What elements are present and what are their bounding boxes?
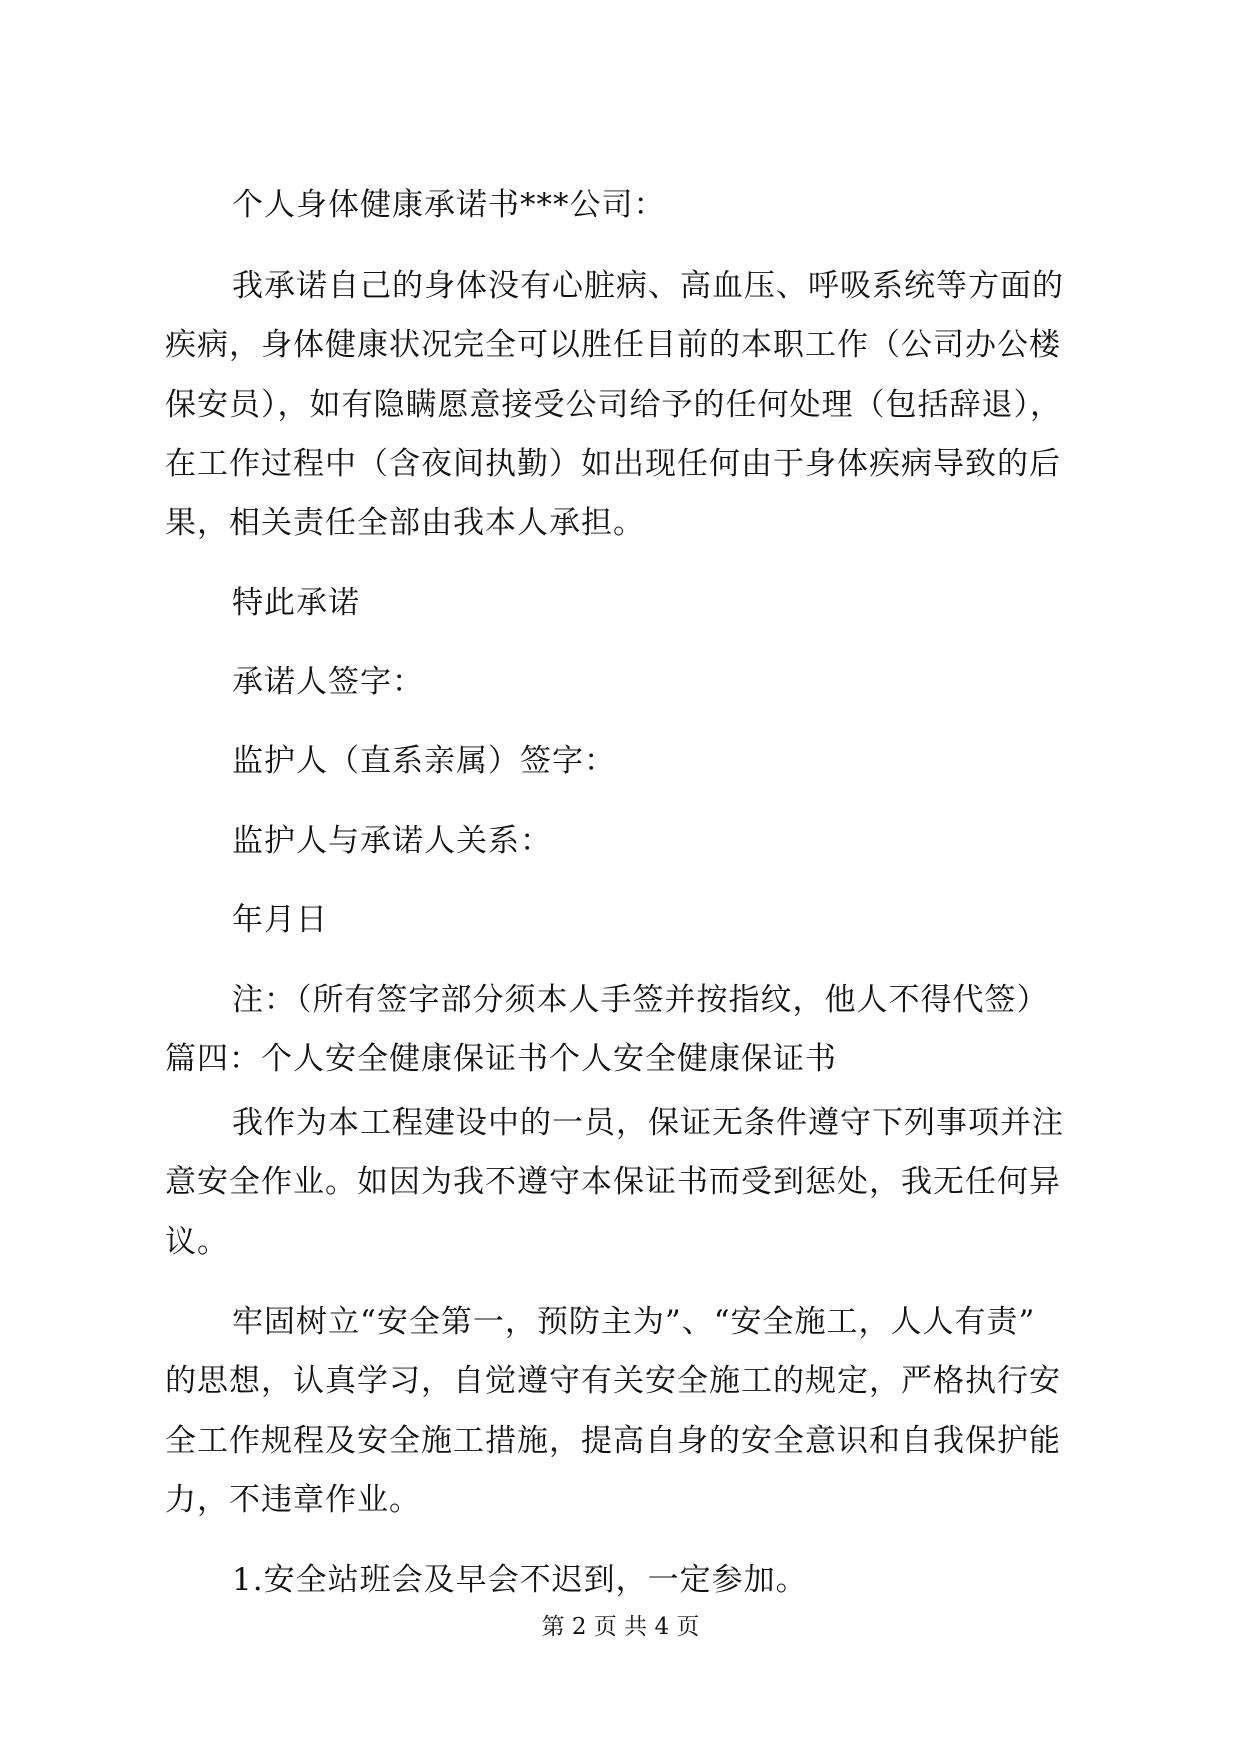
list-item: 1.安全站班会及早会不迟到，一定参加。	[232, 1562, 808, 1598]
paragraph-line: 意安全作业。如因为我不遵守本保证书而受到惩处，我无任何异	[165, 1164, 1061, 1200]
signature-field: 承诺人签字：	[232, 664, 424, 700]
paragraph-line: 议。	[165, 1224, 229, 1260]
paragraph-line: 果，相关责任全部由我本人承担。	[165, 505, 645, 541]
note-line: 注：（所有签字部分须本人手签并按指纹，他人不得代签）	[232, 982, 1049, 1018]
paragraph-line: 力，不违章作业。	[165, 1482, 421, 1518]
date-field: 年月日	[232, 902, 328, 938]
paragraph-line: 的思想，认真学习，自觉遵守有关安全施工的规定，严格执行安	[165, 1363, 1061, 1399]
paragraph-line: 我承诺自己的身体没有心脏病、高血压、呼吸系统等方面的	[232, 268, 1064, 304]
letter-heading: 个人身体健康承诺书***公司：	[232, 187, 666, 223]
closing-line: 特此承诺	[232, 585, 360, 621]
paragraph-line: 在工作过程中（含夜间执勤）如出现任何由于身体疾病导致的后	[165, 446, 1061, 482]
paragraph-line: 疾病，身体健康状况完全可以胜任目前的本职工作（公司办公楼	[165, 327, 1061, 363]
relationship-field: 监护人与承诺人关系：	[232, 823, 552, 859]
guardian-signature-field: 监护人（直系亲属）签字：	[232, 743, 616, 779]
section-heading: 篇四：个人安全健康保证书个人安全健康保证书	[165, 1041, 837, 1077]
paragraph-line: 全工作规程及安全施工措施，提高自身的安全意识和自我保护能	[165, 1423, 1061, 1459]
paragraph-line: 我作为本工程建设中的一员，保证无条件遵守下列事项并注	[232, 1105, 1064, 1141]
paragraph-line: 保安员），如有隐瞒愿意接受公司给予的任何处理（包括辞退），	[165, 387, 1062, 423]
paragraph-line: 牢固树立“安全第一，预防主为”、“安全施工，人人有责”	[232, 1304, 1036, 1340]
page-number-footer: 第 2 页 共 4 页	[541, 1614, 700, 1640]
